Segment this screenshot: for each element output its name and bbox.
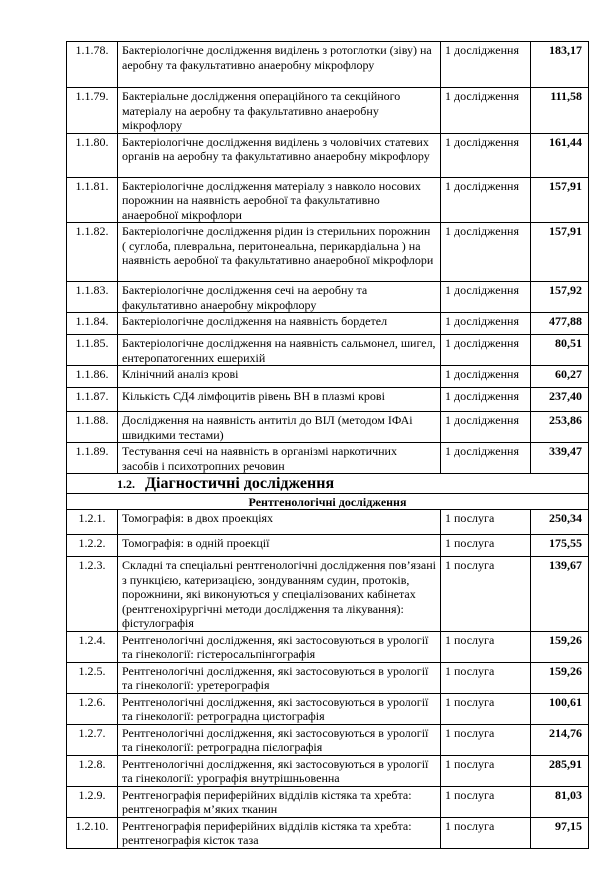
row-description: Бактеріальне дослідження операційного та секційного матеріалу на аеробну та факультативно анаеробну мікрофлору <box>118 88 441 134</box>
table-row <box>67 510 589 535</box>
row-price: 100,61 <box>531 693 589 724</box>
row-unit: 1 дослідження <box>441 177 531 223</box>
row-number: 1.1.78. <box>67 42 118 88</box>
row-price: 237,40 <box>531 388 589 412</box>
row-number: 1.2.3. <box>67 557 118 632</box>
row-unit: 1 послуга <box>441 535 531 557</box>
row-price: 97,15 <box>531 817 589 848</box>
section-row <box>67 474 589 494</box>
row-unit: 1 послуга <box>441 755 531 786</box>
row-number: 1.2.9. <box>67 786 118 817</box>
row-description: Кількість СД4 лімфоцитів рівень ВН в плазмі крові <box>118 388 441 412</box>
row-description: Рентгенологічні дослідження, які застосовуються в урології та гінекології: урографія внутрішньовенна <box>118 755 441 786</box>
row-price: 139,67 <box>531 557 589 632</box>
table-row <box>67 133 589 177</box>
row-description: Рентгенографія периферійних відділів кістяка та хребта: рентгенографія м’яких тканин <box>118 786 441 817</box>
row-number: 1.1.86. <box>67 366 118 388</box>
row-number: 1.2.7. <box>67 724 118 755</box>
row-unit: 1 послуга <box>441 693 531 724</box>
row-unit: 1 послуга <box>441 631 531 662</box>
row-unit: 1 дослідження <box>441 388 531 412</box>
row-price: 285,91 <box>531 755 589 786</box>
row-number: 1.1.87. <box>67 388 118 412</box>
row-unit: 1 дослідження <box>441 443 531 474</box>
row-description: Бактеріологічне дослідження рідин із стерильних порожнин ( суглоба, плевральна, перитонеальна, перикардіальна ) на наявність аеробної та факультативно анаеробної мікрофлори <box>118 223 441 282</box>
row-description: Дослідження на наявність антитіл до ВІЛ (методом ІФАі швидкими тестами) <box>118 412 441 443</box>
row-description: Томографія: в одній проекції <box>118 535 441 557</box>
row-description: Рентгенологічні дослідження, які застосовуються в урології та гінекології: уретерографія <box>118 662 441 693</box>
row-unit: 1 дослідження <box>441 42 531 88</box>
row-unit: 1 послуга <box>441 662 531 693</box>
row-price: 157,92 <box>531 282 589 313</box>
row-number: 1.1.88. <box>67 412 118 443</box>
row-number: 1.1.83. <box>67 282 118 313</box>
row-number: 1.2.6. <box>67 693 118 724</box>
row-number: 1.2.1. <box>67 510 118 535</box>
row-price: 81,03 <box>531 786 589 817</box>
row-price: 159,26 <box>531 631 589 662</box>
row-price: 250,34 <box>531 510 589 535</box>
row-unit: 1 дослідження <box>441 412 531 443</box>
row-price: 214,76 <box>531 724 589 755</box>
row-description: Рентгенологічні дослідження, які застосовуються в урології та гінекології: ретроградна цистографія <box>118 693 441 724</box>
row-number: 1.2.5. <box>67 662 118 693</box>
table-row <box>67 282 589 313</box>
row-unit: 1 дослідження <box>441 335 531 366</box>
row-description: Бактеріологічне дослідження виділень з чоловічих статевих органів на аеробну та факультативно анаеробну мікрофлору <box>118 133 441 177</box>
row-number: 1.1.89. <box>67 443 118 474</box>
row-price: 60,27 <box>531 366 589 388</box>
price-table <box>66 41 589 849</box>
table-row <box>67 662 589 693</box>
row-price: 339,47 <box>531 443 589 474</box>
row-description: Бактеріологічне дослідження виділень з ротоглотки (зіву) на аеробну та факультативно анаеробну мікрофлору <box>118 42 441 88</box>
row-unit: 1 послуга <box>441 786 531 817</box>
row-price: 159,26 <box>531 662 589 693</box>
row-price: 253,86 <box>531 412 589 443</box>
row-description: Рентгенографія периферійних відділів кістяка та хребта: рентгенографія кісток таза <box>118 817 441 848</box>
table-row <box>67 223 589 282</box>
row-price: 111,58 <box>531 88 589 134</box>
row-description: Рентгенологічні дослідження, які застосовуються в урології та гінекології: гістеросальпінгографія <box>118 631 441 662</box>
table-row <box>67 817 589 848</box>
table-row <box>67 88 589 134</box>
row-description: Рентгенологічні дослідження, які застосовуються в урології та гінекології: ретроградна пієлографія <box>118 724 441 755</box>
row-price: 183,17 <box>531 42 589 88</box>
row-number: 1.1.79. <box>67 88 118 134</box>
row-price: 161,44 <box>531 133 589 177</box>
table-row <box>67 755 589 786</box>
lab-tests-group <box>67 42 589 474</box>
row-number: 1.1.84. <box>67 313 118 335</box>
table-row <box>67 366 589 388</box>
section-group <box>67 474 589 510</box>
row-price: 157,91 <box>531 223 589 282</box>
row-unit: 1 дослідження <box>441 313 531 335</box>
table-row <box>67 693 589 724</box>
row-number: 1.1.81. <box>67 177 118 223</box>
row-number: 1.1.85. <box>67 335 118 366</box>
row-number: 1.1.82. <box>67 223 118 282</box>
row-number: 1.2.10. <box>67 817 118 848</box>
row-description: Тестування сечі на наявність в організмі наркотичних засобів і психотропних речовин <box>118 443 441 474</box>
row-unit: 1 послуга <box>441 724 531 755</box>
row-unit: 1 послуга <box>441 557 531 632</box>
row-description: Клінічний аналіз крові <box>118 366 441 388</box>
row-number: 1.2.4. <box>67 631 118 662</box>
table-row <box>67 557 589 632</box>
row-number: 1.2.8. <box>67 755 118 786</box>
table-row <box>67 631 589 662</box>
xray-tests-group <box>67 510 589 849</box>
row-price: 80,51 <box>531 335 589 366</box>
section-heading <box>67 474 589 494</box>
row-number: 1.1.80. <box>67 133 118 177</box>
section-number: 1.2. <box>117 477 135 491</box>
row-unit: 1 дослідження <box>441 366 531 388</box>
row-price: 477,88 <box>531 313 589 335</box>
table-row <box>67 443 589 474</box>
table-row <box>67 786 589 817</box>
row-description: Складні та спеціальні рентгенологічні дослідження пов’язані з пункцією, катеризацією, зондуванням судин, протоків, порожнини, які виконуються у спеціалізованих кабінетах (рентгенохірургічні методи дослідження та лікування): фістулографія <box>118 557 441 632</box>
row-unit: 1 дослідження <box>441 133 531 177</box>
row-unit: 1 дослідження <box>441 282 531 313</box>
row-description: Томографія: в двох проекціях <box>118 510 441 535</box>
table-row <box>67 313 589 335</box>
row-unit: 1 дослідження <box>441 223 531 282</box>
row-unit: 1 послуга <box>441 510 531 535</box>
row-price: 175,55 <box>531 535 589 557</box>
row-unit: 1 послуга <box>441 817 531 848</box>
table-row <box>67 388 589 412</box>
table-row <box>67 535 589 557</box>
section-title: Діагностичні дослідження <box>145 475 335 492</box>
table-row <box>67 335 589 366</box>
document-page <box>66 41 588 849</box>
table-row <box>67 177 589 223</box>
row-description: Бактеріологічне дослідження матеріалу з навколо носових порожнин на наявність аеробної та факультативно анаеробної мікрофлори <box>118 177 441 223</box>
row-unit: 1 дослідження <box>441 88 531 134</box>
table-row <box>67 724 589 755</box>
row-description: Бактеріологічне дослідження сечі на аеробну та факультативно анаеробну мікрофлору <box>118 282 441 313</box>
row-price: 157,91 <box>531 177 589 223</box>
row-number: 1.2.2. <box>67 535 118 557</box>
table-row <box>67 412 589 443</box>
table-row <box>67 42 589 88</box>
subsection-row <box>67 494 589 510</box>
subsection-heading: Рентгенологічні дослідження <box>67 494 589 510</box>
row-description: Бактеріологічне дослідження на наявність сальмонел, шигел, ентеропатогенних ешерихій <box>118 335 441 366</box>
row-description: Бактеріологічне дослідження на наявність бордетел <box>118 313 441 335</box>
